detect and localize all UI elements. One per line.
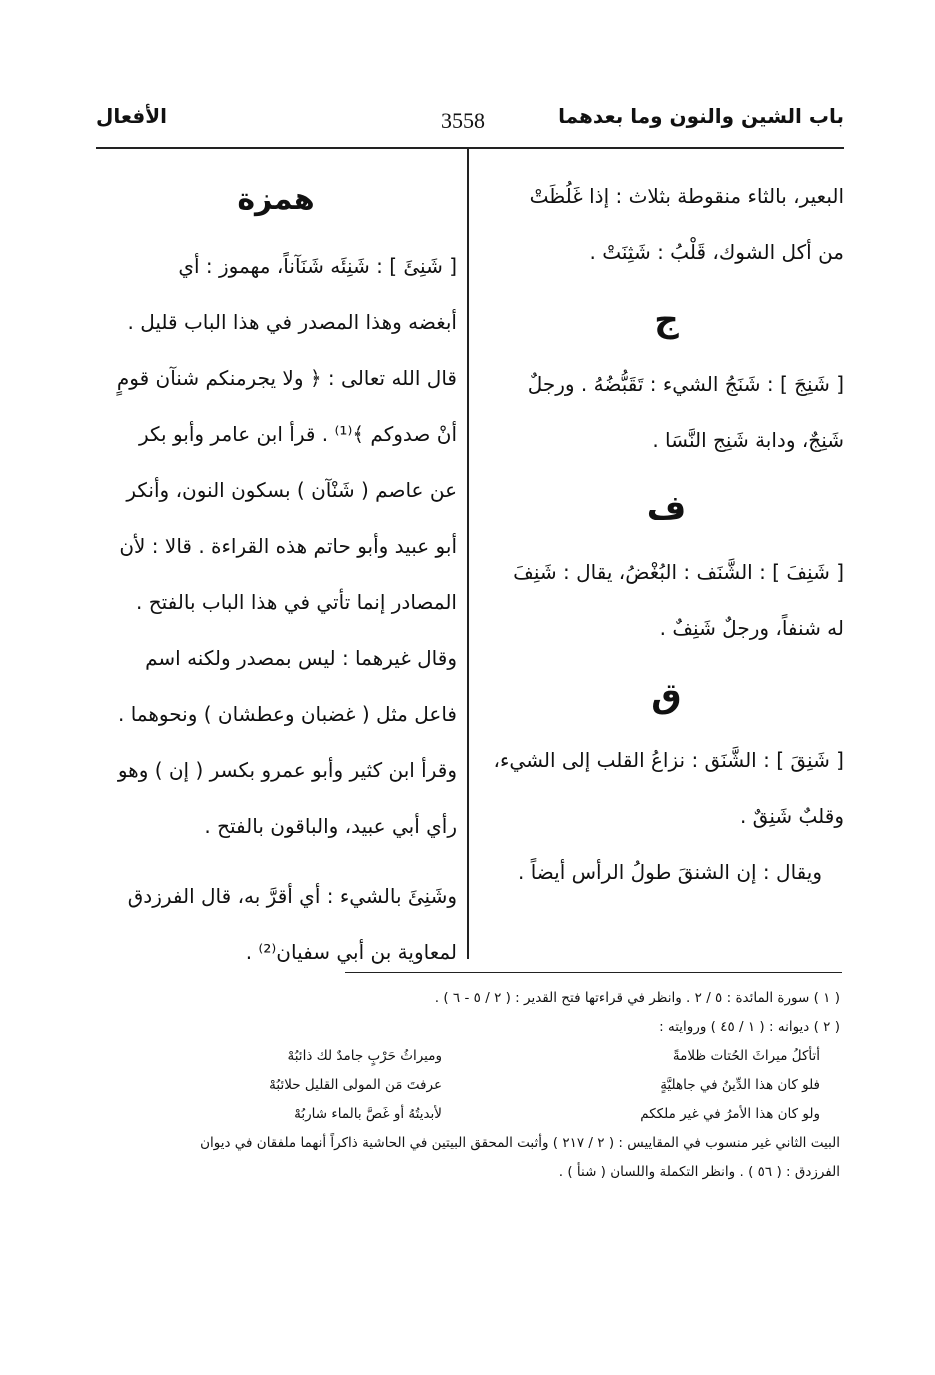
footnote-note: البيت الثاني غير منسوب في المقاييس : ( ٢ / ٢١٧ ) وأثبت المحقق البيتين في الحاشية ذاكراً أنهما ملفقان في ديوان bbox=[200, 1135, 840, 1151]
footnotes bbox=[95, 984, 840, 1187]
verse-first-hemistich: فلو كان هذا الدِّينُ في جاهليَّةٍ bbox=[660, 1077, 820, 1093]
entry-line: وقلبٌ شَنِقٌ . bbox=[739, 804, 844, 828]
entry-line: أبو عبيد وأبو حاتم هذه القراءة . قالا : لأن bbox=[119, 534, 457, 558]
entry-line: له شنفاً، ورجلٌ شَنِفٌ . bbox=[659, 616, 844, 640]
entry-line: شَنِجٌ، ودابة شَنِج النَّسَا . bbox=[652, 428, 844, 452]
entry-line: أنْ صدوكم ﴾⁽¹⁾ . قرأ ابن عامر وأبو بكر bbox=[138, 422, 457, 446]
footnote-2: ( ٢ ) ديوانه : ( ١ / ٤٥ ) وروايته : bbox=[659, 1019, 840, 1035]
chapter-title: باب الشين والنون وما بعدهما bbox=[558, 104, 844, 128]
entry-line: لمعاوية بن أبي سفيان⁽²⁾ . bbox=[245, 940, 457, 964]
running-header bbox=[96, 104, 844, 144]
entry-line: أبغضه وهذا المصدر في هذا الباب قليل . bbox=[127, 310, 457, 334]
entry-line: ويقال : إن الشنقَ طولُ الرأس أيضاً . bbox=[517, 860, 822, 884]
entry-line: عن عاصم ( شَنْآن ) بسكون النون، وأنكر bbox=[126, 478, 457, 502]
verse-line bbox=[95, 1071, 840, 1100]
right-column bbox=[489, 168, 844, 900]
entry-line: فاعل مثل ( غضبان وعطشان ) ونحوهما . bbox=[117, 702, 457, 726]
verse-second-hemistich: وميراثُ حَرْبٍ جامدٌ لك ذائبُهْ bbox=[287, 1048, 442, 1064]
header-rule bbox=[96, 147, 844, 149]
entry-line: [ شَنِفَ ] : الشَّنَف : البُغْضُ، يقال : شَنِفَ bbox=[513, 560, 844, 584]
entry-line: [ شَنِئَ ] : شَنِئَه شَنَآناً، مهموز : أي bbox=[178, 254, 457, 278]
column-divider bbox=[467, 149, 469, 959]
verse-second-hemistich: لأبديتُهُ أو غَصَّ بالماء شاربُهْ bbox=[294, 1106, 442, 1122]
letter-heading-fa: ف bbox=[646, 488, 687, 528]
letter-heading-jim: ج bbox=[654, 300, 679, 340]
verse-line bbox=[95, 1042, 840, 1071]
verse-line bbox=[95, 1100, 840, 1129]
entry-line: وقال غيرهما : ليس بمصدر ولكنه اسم bbox=[145, 646, 457, 670]
left-column bbox=[95, 168, 457, 980]
verse-second-hemistich: عرفتَ مَن المولى القليل حلائبُهْ bbox=[269, 1077, 442, 1093]
entry-line: [ شَنِجَ ] : شَنَجُ الشيء : تَقَبُّضُهُ . ورجلٌ bbox=[527, 372, 844, 396]
entry-line: وشَنِئَ بالشيء : أي أقرَّ به، قال الفرزدق bbox=[127, 884, 457, 908]
section-name: الأفعال bbox=[96, 104, 167, 128]
entry-line: رأي أبي عبيد، والباقون بالفتح . bbox=[204, 814, 457, 838]
entry-line: قال الله تعالى : ﴿ ولا يجرمنكم شنآن قومٍ bbox=[116, 366, 457, 390]
verse-first-hemistich: ولو كان هذا الأمرُ في غير ملككم bbox=[640, 1106, 820, 1122]
footnote-1: ( ١ ) سورة المائدة : ٥ / ٢ . وانظر في قراءتها فتح القدير : ( ٢ / ٥ - ٦ ) . bbox=[434, 990, 840, 1006]
letter-heading-qaf: ق bbox=[651, 676, 682, 716]
intro-line: البعير، بالثاء منقوطة بثلاث : إذا غَلُظَتْ bbox=[529, 184, 844, 208]
section-title-hamza: همزة bbox=[237, 182, 315, 217]
footnote-rule bbox=[345, 972, 842, 973]
verse-first-hemistich: أتأكلُ ميراثَ الحُتات ظلامةً bbox=[672, 1048, 820, 1064]
footnote-note: الفرزدق : ( ٥٦ ) . وانظر التكملة واللسان ( شنأ ) . bbox=[558, 1164, 840, 1180]
entry-line: المصادر إنما تأتي في هذا الباب بالفتح . bbox=[135, 590, 457, 614]
intro-line: من أكل الشوك، قَلْبُ : شَثِنَتْ . bbox=[589, 240, 844, 264]
poem-verses bbox=[95, 1042, 840, 1129]
page-number: 3558 bbox=[441, 108, 485, 133]
entry-line: وقرأ ابن كثير وأبو عمرو بكسر ( إن ) وهو bbox=[117, 758, 457, 782]
entry-line: [ شَنِقَ ] : الشَّنَق : نزاعُ القلب إلى الشيء، bbox=[493, 748, 844, 772]
